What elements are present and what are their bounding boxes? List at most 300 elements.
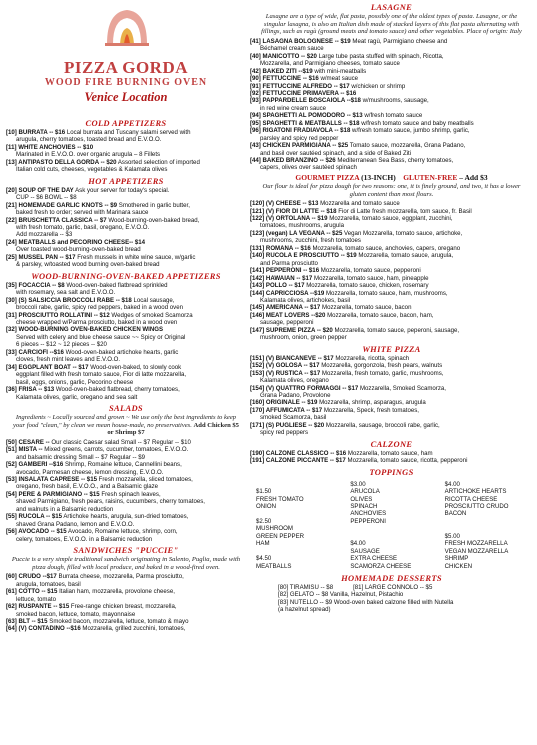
menu-item [6,491,246,513]
topping-entry: ANCHOVIES [350,510,387,518]
menu-item-description: Mozzarella, tomato sauce, pepperoni [320,267,421,275]
menu-item-description: Mozzarella, Smoked Scamorza, [359,384,446,392]
topping-entry: $3.00 [350,480,366,488]
menu-item-name: [55] RUCOLA -- $15 [6,513,62,521]
sandwiches-list [6,573,246,633]
menu-item-name: [35] FOCACCIA -- $8 [6,281,65,289]
topping-entry [445,518,533,525]
dessert-item: [81] LARGE CONNOLO -- $5 [353,584,433,592]
menu-item-description: Mozzarella, tomato sauce, ham [347,449,433,457]
menu-item-line: cloves, fresh mint leaves and E.V.O.O. [16,356,121,364]
topping-entry: FRESH TOMATO [256,495,304,503]
menu-item-description: Artichoke hearts, arugula, sun-dried tomatoes, [63,513,189,521]
menu-item-name: [40] MANICOTTO -- $20 [250,52,317,60]
menu-item-name: [34] EGGPLANT BOAT -- $17 [6,363,89,371]
menu-item-name: [190] CALZONE CLASSICO -- $16 [250,449,347,457]
menu-item-description: Fresh mozzarella, sliced tomatoes, [98,476,193,483]
menu-item-description: Meat ragù, Parmigiano cheese and [352,37,448,45]
menu-item [6,439,246,446]
topping-entry: CHICKEN [444,562,473,570]
menu-item [250,457,533,464]
menu-item-line: arugula, cherry tomatoes, toasted bread and E.V.O.O. [16,136,162,144]
topping-entry: PEPPERONI [350,517,386,525]
menu-item-description: Shrimp, Romaine lettuce, Cannellini beans, [64,461,182,469]
menu-item-description: with mini-meatballs [314,67,367,75]
menu-item [250,112,533,119]
menu-item-line: Italian cold cuts, cheeses, vegetables & Kalamata olives [16,166,168,174]
menu-item-description: Mozzarella and tomato sauce [320,200,400,208]
menu-item-line: cheese wrapped w/Parma prosciutto, baked in a wood oven [16,318,178,326]
menu-item-description: Mozzarella, tomato sauce, eggplant, zucchini, [329,215,453,223]
topping-entry [256,481,344,488]
menu-item [250,399,533,406]
menu-item-name: [21] HOMEMADE GARLIC KNOTS -- $9 [6,201,118,209]
calzone-title: CALZONE [370,438,413,449]
menu-item-line: shaved Grana Padano, lemon and E.V.O.O. [16,520,135,528]
menu-item-name: [62] RUSPANTE -- $15 [6,603,70,611]
pizza-oven-logo-icon [102,4,152,46]
topping-entry: HAM [256,540,270,548]
menu-item-name: [60] CRUDO --$17 [6,573,57,581]
menu-item [250,90,533,97]
menu-item-name: [50] CESARE -- [6,438,50,446]
menu-item-line: mushroom, onion, green pepper [260,334,347,342]
menu-item-description: Mozzarella, tomato sauce, peperoni, sausage, [334,326,460,334]
menu-item-name: [54] PERE & PARMIGIANO -- $15 [6,490,100,498]
toppings-title: TOPPINGS [369,466,414,477]
menu-item-description: Fresh mussels in white wine sauce, w/garlic [77,253,196,261]
menu-item-line: and balsamic dressing Small -- $7 Regular -- $9 [16,453,146,461]
menu-item-description: Mozzarella, grilled zucchini, tomatoes, [82,625,186,633]
lasagne-title: LASAGNE [370,2,413,12]
menu-item-name: [10] BURRATA -- $16 [6,129,66,136]
menu-item-description: w/fresh tomato sauce and baby meatballs [361,119,474,127]
topping-entry: OLIVES [350,495,373,503]
menu-item-description: Mozzarella, tomato sauce, arugula, [358,252,454,260]
topping-entry: $5.00 [444,532,460,540]
menu-item-description: Mozzarella, Speck, fresh tomatoes, [323,406,419,414]
cold-appetizers-list [6,129,246,174]
dessert-row [250,606,533,613]
menu-item-line: Grana Padano, Provolone [260,392,331,399]
menu-item [250,208,533,215]
calzone-list [250,450,533,465]
menu-item-line: tomatoes, mushrooms, arugula [260,222,344,230]
menu-item [6,326,246,348]
menu-item-line: with rosemary, sea salt and E.V.O.O. [16,289,116,297]
menu-item [250,385,533,400]
topping-entry: PROSCIUTTO CRUDO [444,502,509,510]
lasagne-intro: Lasagne are a type of wide, flat pasta, possibly one of the oldest types of pasta. Lasagne, or the singular lasagna, is also an Italian dish made of stacked layers of this flat pasta alternating with fillings, such as ragù (ground meats and tomato sauce) and other vegetables. Place of origin: Italy [261,13,522,36]
menu-item [250,275,533,282]
menu-item-name: [120] (V) CHEESE -- $13 [250,200,319,208]
menu-item [6,528,246,543]
menu-item-line: in red wine cream sauce [260,104,327,112]
menu-item-description: Burrata cheese, mozzarella, Parma prosciutto, [58,573,184,581]
menu-item [250,68,533,75]
menu-item-name: [122] (V) ORTOLANA -- $19 [250,215,328,223]
menu-item-name: [143] POLLO -- $17 [250,282,305,290]
menu-item [6,618,246,625]
menu-item-name: [52] GAMBERI --$16 [6,461,64,469]
menu-item-line: celery, tomatoes, E.V.O.O. in a Balsamic reduction [16,535,153,543]
menu-item-description: Fior di Latte fresh mozzarella, tom sauce, fr. Basil [338,207,472,215]
menu-item [6,588,246,603]
menu-item-description: Wood-oven-baked flatbread sprinkled [66,281,168,289]
menu-item-name: [33] CARCIOFI --$16 [6,348,64,356]
menu-item-line: Kalamata olives, garlic, oregano and sea salt [16,393,138,401]
menu-item [250,290,533,305]
gluten-free-label: GLUTEN-FREE [403,172,458,182]
menu-item-name: [53] INSALATA CAPRESE -- $15 [6,476,97,483]
menu-item-name: [160] ORIGINALE -- $19 [250,399,318,407]
topping-entry: EXTRA CHEESE [350,555,398,563]
menu-item-line: parsley and spicy red pepper [260,134,339,142]
menu-item-description: Italian ham, mozzarella, provolone cheese, [59,588,175,596]
menu-item-name: [91] FETTUCCINE ALFREDO -- $17 [250,82,350,90]
menu-item-description: Tomato sauce, mozzarella, Grana Padano, [349,142,466,150]
menu-item [6,202,246,217]
menu-item-name: [63] BLT -- $15 [6,617,48,625]
menu-item-name: [30] (S) SALSICCIA BROCCOLI RABE -- $18 [6,296,132,304]
menu-item-description: w/fresh tomato sauce, jumbo shrimp, garlic, [352,127,470,135]
menu-item-name: [96] RIGATONI FRADIAVOLA -- $18 [250,127,351,135]
topping-entry: FRESH MOZZARELLA [444,540,508,548]
menu-item-description: Wedges of smoked Scamorza [111,311,193,319]
menu-item-description: Smothered in garlic butter, [118,201,190,209]
logo-name: PIZZA GORDA [63,58,189,77]
menu-item-name: [123] (vegan) LA VEGANA -- $25 [250,229,343,237]
menu-item-description: Mozzarella, ricotta, spinach [335,354,410,362]
menu-item-description: Wood-oven-baked artichoke hearts, garlic [65,348,179,356]
topping-entry: VEGAN MOZZARELLA [444,547,509,555]
menu-item-name: [41] LASAGNA BOLOGNESE -- $19 [250,37,351,45]
menu-item [250,304,533,311]
menu-item [250,450,533,457]
menu-item-line: and walnuts in a Balsamic reduction [16,505,114,513]
topping-entry: MEATBALLS [256,562,292,570]
menu-item [6,476,246,491]
menu-item-name: [32] WOOD-BURNING OVEN-BAKED CHICKEN WINGS [6,326,164,334]
topping-entry: $4.50 [256,555,272,563]
menu-item-name: [171] (S) PUGLIESE -- $20 [250,421,325,429]
salads-title: SALADS [109,402,143,413]
menu-item-name: [152] (V) GOLOSA -- $17 [250,362,320,370]
menu-item-name: [25] MUSSEL PAN -- $17 [6,253,76,261]
menu-item-name: [95] SPAGHETTI & MEATBALLS -- $18 [250,119,360,127]
menu-item-description: Mozzarella, gorgonzola, fresh pears, walnuts [321,362,443,370]
topping-entry: RICOTTA CHEESE [444,495,498,503]
menu-item [250,267,533,274]
sandwiches-intro: Puccie is a very simple traditional sandwich originating in Salento, Puglia, made with pizza dough, filled with local produce, and baked in a wood-fired oven. [11,556,241,571]
menu-item-name: [141] PEPPERONI -- $16 [250,267,320,275]
menu-item-line: smoked bacon, lettuce, tomato, mayonnaise [16,610,136,618]
menu-item-line: with fresh tomato, garlic, basil, oregano, E.V.O.O. [16,223,150,231]
menu-item-description: Our classic Caesar salad Small -- $7 Regular -- $10 [51,438,191,446]
dessert-row [250,599,533,606]
menu-item [6,312,246,327]
menu-item-description: Local sausage, [133,296,175,304]
menu-item-name: [151] (V) BIANCANEVE -- $17 [250,354,334,362]
menu-item-description: Mozzarella, tomato sauce, chicken, rosemary [306,282,429,290]
menu-item [6,364,246,386]
menu-item [250,362,533,369]
menu-item-name: [36] FRISA -- $13 [6,386,55,394]
menu-item [250,200,533,207]
topping-entry: $4.00 [444,480,460,488]
menu-item-line: lettuce, tomato [16,595,56,603]
menu-item-name: [61] COTTO -- $15 [6,588,58,596]
menu-item-name: [94] SPAGHETTI AL POMODORO -- $13 [250,112,363,120]
menu-item [250,142,533,157]
menu-item [6,187,246,202]
topping-entry [256,510,344,517]
dessert-item: (a hazelnut spread) [278,606,331,614]
menu-item-line: basil, eggs, onions, garlic, Pecorino cheese [16,378,134,386]
menu-item [250,282,533,289]
cold-appetizers-title: COLD APPETIZERS [85,118,167,128]
menu-item-name: [144] CAPRICCIOSA --$19 [250,289,325,297]
menu-item [250,38,533,53]
menu-item [6,386,246,401]
menu-item-name: [145] AMERICANA -- $17 [250,304,321,312]
topping-entry: ONION [256,502,276,510]
menu-item-description: w/fresh tomato sauce [364,112,423,120]
menu-item [6,159,246,174]
menu-item-line: avocado, Parmesan cheese, lemon dressing, E.V.O.O. [16,468,164,476]
menu-item-description: Free-range chicken breast, mozzarella, [70,603,177,611]
topping-entry: $1.50 [256,488,272,496]
menu-item-description: Smoked bacon, mozzarella, lettuce, tomato & mayo [49,617,189,625]
menu-item-description: Vegan Mozzarella, tomato sauce, artichoke, [344,229,463,237]
menu-item [6,144,246,159]
menu-item-description: Mozzarella, sausage, broccoli rabe, garlic, [325,421,440,429]
hot-appetizers-title: HOT APPETIZERS [88,175,164,186]
salads-intro [10,414,242,437]
topping-entry: $2.50 [256,517,272,525]
menu-item [250,53,533,68]
menu-item-line: eggplant filled with fresh tomato sauce, Fior di latte mozzarella, [16,371,187,379]
menu-item [250,75,533,82]
menu-item-description: Wood-oven-baked flatbread, cherry tomatoes, [55,386,180,394]
menu-item-line: Over toasted wood-burning-oven-baked bread [16,246,141,254]
white-pizza-title: WHITE PIZZA [362,343,421,354]
topping-entry: SAUSAGE [350,547,380,555]
menu-item-line: smoked Scamorza, basil [260,414,327,422]
menu-item-name: [131] ROMANA -- $16 [250,244,311,252]
menu-item [6,349,246,364]
menu-item [250,97,533,112]
topping-entry: MUSHROOM [256,525,293,533]
menu-item-description: Large tube pasta stuffed with spinach, Ricotta, [318,52,444,60]
menu-item-description: Mediterranean Sea Bass, cherry tomatoes, [337,157,454,165]
menu-item-description: Avocado, Romaine lettuce, shrimp, corn, [67,528,178,536]
white-pizza-list [250,355,533,437]
menu-item-line: mushrooms, zucchini, fresh tomatoes [260,237,361,245]
sandwiches-title: SANDWICHES "PUCCIE" [73,545,179,556]
menu-item [250,245,533,252]
dessert-item: [82] GELATO -- $8 Vanilla, Hazelnut, Pistachio [278,591,404,599]
menu-item [250,327,533,342]
dessert-row [250,584,533,591]
salads-list [6,439,246,543]
menu-item-line: Served with celery and blue cheese sauce ~~ Spicy or Original [16,333,186,341]
dessert-item: [83] NUTELLO -- $9 Wood-oven baked calzone filled with Nutella [278,598,454,606]
topping-entry [256,548,344,555]
menu-item [6,513,246,528]
menu-item-description: Mozzarella, tomato sauce, anchovies, capers, oregano [312,244,461,252]
topping-entry: SHRIMP [444,555,469,563]
menu-item-name: [92] FETTUCCINE PRIMAVERA -- $16 [250,89,357,97]
gourmet-title: GOURMET PIZZA [295,172,360,182]
menu-item-name: [154] (V) QUATTRO FORMAGGI -- $17 [250,384,359,392]
logo [6,0,246,116]
menu-item [6,254,246,269]
menu-item-line: and Parma prosciutto [260,259,318,267]
menu-item-line: CUP -- $6 BOWL -- $8 [16,194,77,202]
menu-item-description: Mozzarella, fresh tomato, garlic, mushrooms, [321,369,444,377]
menu-item-description: Mozzarella, tomato sauce, ham, pineapple [314,274,429,282]
menu-item-name: [153] (V) RUSTICA -- $17 [250,369,321,377]
menu-item-line: Add mozzarella -- $3 [16,231,73,239]
wood-appetizers-list [6,282,246,401]
dessert-item: [80] TIRAMISU -- $8 [278,584,334,592]
gourmet-size: (13-INCH) [361,172,396,182]
menu-item [6,282,246,297]
menu-item-line: and basil over sautéed spinach, and a side of Baked Ziti [260,149,412,157]
menu-item-line: 6 pieces -- $12 ~ 12 pieces -- $20 [16,341,107,349]
menu-item [250,83,533,90]
menu-item-name: [11] WHITE ANCHOVIES -- $10 [6,143,94,151]
menu-item [250,370,533,385]
menu-item [250,312,533,327]
logo-location: Venice Location [84,90,168,104]
left-column [6,0,246,745]
menu-item-name: [43] CHICKEN PARMIGIANA -- $25 [250,142,349,150]
menu-item-description: Wood-oven-baked, to slowly cook [90,363,182,371]
menu-item [250,120,533,127]
menu-item-name: [121] (V) FIOR DI LATTE -- $18 [250,207,337,215]
desserts-list [250,584,533,614]
toppings-column-1 [250,481,344,570]
lasagne-list [250,38,533,172]
topping-entry: SPINACH [350,502,378,510]
menu-item-name: [140] RUCOLA E PROSCIUTTO -- $19 [250,252,357,260]
menu-item-name: [44] BAKED BRANZINO -- $26 [250,157,336,165]
hot-appetizers-list [6,187,246,269]
menu-item-description: Mixed greens, carrots, cucumber, tomatoes, E.V.O.O. [44,446,189,454]
menu-item-description: Fresh spinach leaves, [101,490,161,498]
menu-item-description: w/mushrooms, sausage, [362,97,429,105]
toppings-column-2 [344,481,438,570]
menu-item-name: [22] BRUSCHETTA CLASSICA -- $7 [6,216,107,224]
menu-item-name: [51] MISTA -- [6,446,43,454]
menu-item [250,407,533,422]
menu-item-name: [170] AFFUMICATA -- $17 [250,406,323,414]
gourmet-list [250,200,533,342]
menu-item [6,625,246,632]
menu-item [250,215,533,230]
menu-item-name: [31] PROSCIUTTO ROLLATINI -- $12 [6,311,110,319]
menu-item-line: Kalamata olives, artichokes, basil [260,297,351,305]
topping-entry: ARUCOLA [350,488,380,496]
menu-item-line: Marinated in E.V.O.O. over organic arugula – 8 Fillets [16,151,161,159]
menu-item-name: [90] FETTUCCINE -- $16 [250,75,319,83]
menu-item-description: w/chicken or shrimp [351,82,406,90]
right-column [250,0,533,745]
menu-item-description: Local burrata and Tuscany salami served with [66,129,191,136]
topping-entry [350,525,438,532]
menu-item [6,129,246,144]
menu-item-line: Kalamata olives, oregano [260,377,329,385]
menu-item-line: & parsley, w/toasted wood burning oven-baked bread [16,261,160,269]
menu-item-description: Mozzarella, tomato sauce, bacon, ham, [327,311,434,319]
topping-entry: GREEN PEPPER [256,532,305,540]
menu-item-line: sausage, pepperoni [260,319,314,327]
desserts-title: HOMEMADE DESSERTS [341,573,442,584]
menu-item [250,422,533,437]
toppings-grid [250,481,533,570]
menu-item-description: Assorted selection of imported [117,158,200,166]
menu-item-name: [56] AVOCADO -- $15 [6,528,67,536]
menu-item [250,127,533,142]
menu-item-line: arugula, tomatoes, basil [16,580,81,588]
menu-item-description: Ask your server for today's special. [75,186,170,194]
salads-intro-text: Ingredients ~ Locally sourced and grown ~ We use only the best ingredients to keep your food "clean," by clean we mean house-made, no preservatives. [13,413,237,429]
menu-item-description: w/meat sauce [320,75,359,83]
menu-item-line: capers, olives over sautéed spinach [260,164,357,172]
menu-item-name: [64] (V) CONTADINO --$16 [6,625,81,633]
salads-add-protein: Add Chicken $5 or Shrimp $7 [107,421,239,437]
menu-item-line: Béchamel cream sauce [260,45,324,53]
menu-item [250,157,533,172]
menu-item-line: broccoli rabe, garlic, spicy red peppers, baked in a wood oven [16,304,183,312]
menu-item [6,446,246,461]
menu-item-line: Mozzarella, and Parmigiano cheeses, tomato sauce [260,60,400,68]
menu-item-description: Mozzarella, tomato sauce, ham, mushrooms, [325,289,448,297]
topping-entry [350,533,438,540]
dessert-row [250,591,533,598]
menu-item-name: [13] ANTIPASTO DELLA GORDA -- $20 [6,158,117,166]
menu-item-description: Mozzarella, shrimp, asparagus, arugula [319,399,426,407]
menu-item-name: [147] SUPREME PIZZA -- $20 [250,326,333,334]
menu-item-name: [146] MEAT LOVERS --$20 [250,311,326,319]
menu-item-description: Mozzarella, tomato sauce, bacon [322,304,412,312]
menu-item [6,461,246,476]
menu-item-name: [191] CALZONE PICCANTE -- $17 [250,457,346,465]
menu-item-name: [142] HAWAIAN -- $17 [250,274,313,282]
menu-item-name: [24] MEATBALLS and PECORINO CHEESE-- $14 [6,238,146,246]
menu-item [250,252,533,267]
gourmet-intro: Our flour is ideal for pizza dough for two reasons: one, it is finely ground, and two, it has a lower gluten content than most flours. [262,182,521,198]
menu-item [6,217,246,239]
menu-item-description: Mozzarella, tomato sauce, ricotta, pepperoni [347,457,468,465]
topping-entry: $4.00 [350,540,366,548]
menu-item [250,355,533,362]
topping-entry: ARTICHOKE HEARTS [444,488,507,496]
menu-item-line: shaved Parmigiano, fresh pears, raisins, cucumbers, cherry tomatoes, [16,498,205,506]
menu-item [6,239,246,254]
menu-item [250,230,533,245]
topping-entry: SCAMORZA CHEESE [350,562,412,570]
topping-entry: BACON [444,510,467,518]
menu-item-name: [20] SOUP OF THE DAY [6,186,74,194]
wood-appetizers-title: WOOD-BURNING-OVEN-BAKED APPETIZERS [31,270,221,281]
menu-item-line: spicy red peppers [260,429,309,437]
menu-item-name: [93] PAPPARDELLE BOSCAIOLA --$18 [250,97,361,105]
menu-item [6,297,246,312]
toppings-column-3 [439,481,533,570]
